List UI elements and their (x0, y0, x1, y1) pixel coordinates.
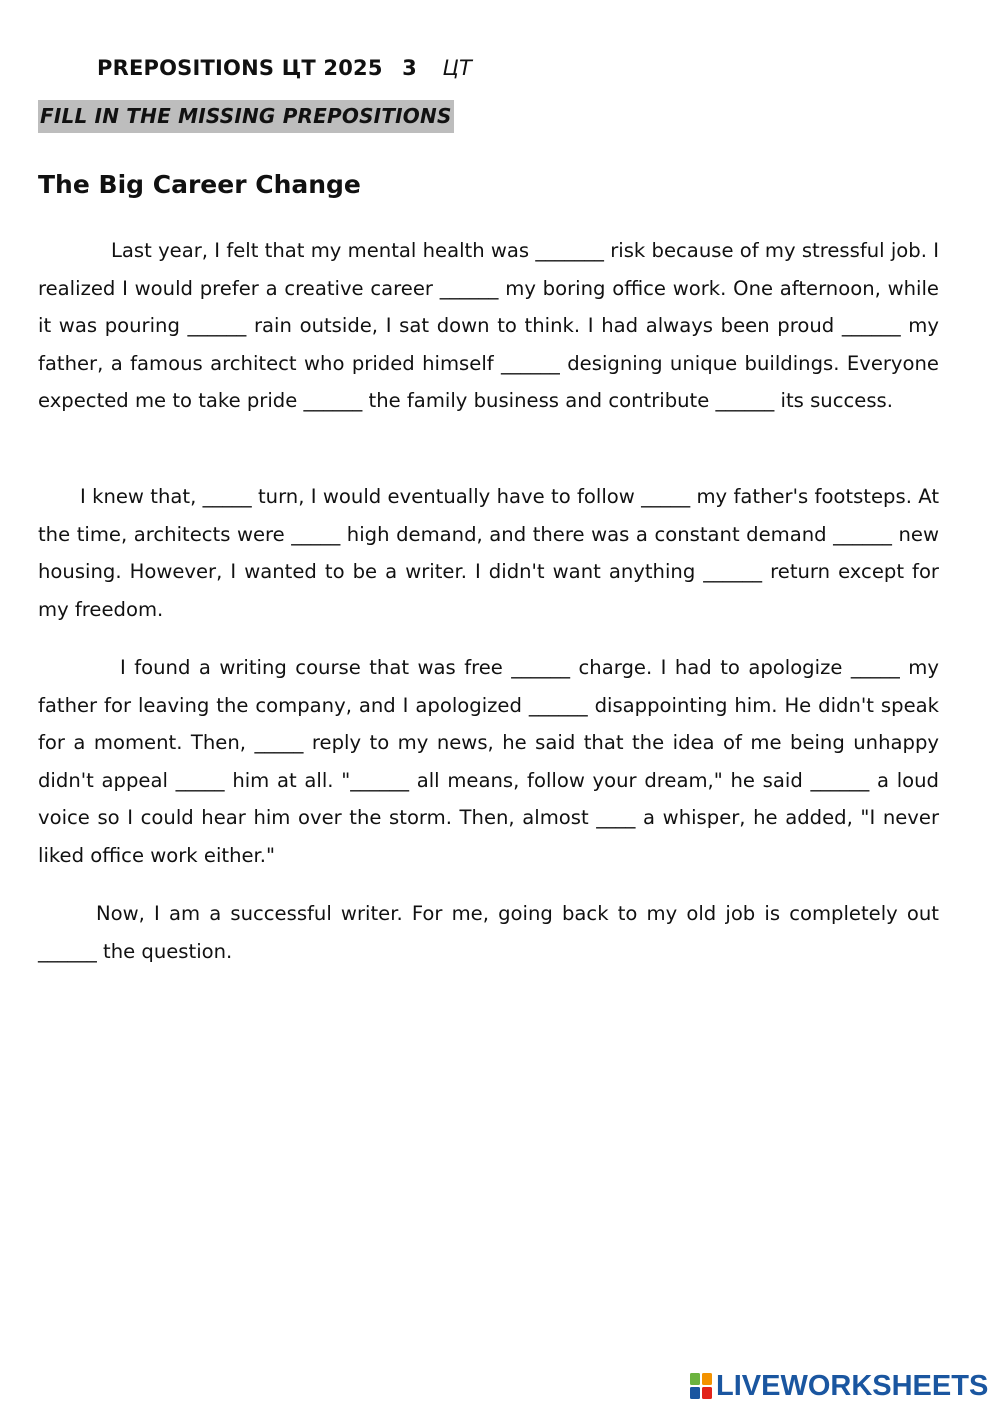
instruction-banner: FILL IN THE MISSING PREPOSITIONS (38, 100, 454, 133)
logo-text: LIVEWORKSHEETS (716, 1369, 989, 1402)
liveworksheets-logo[interactable] (690, 1370, 988, 1402)
story-title: The Big Career Change (38, 170, 361, 199)
story-paragraph: Last year, I felt that my mental health was _______ risk because of my stressful job. I realized I would prefer a creative career ______ my boring office work. One afternoon, while it was pouring ______ rain outside, I sat down to think. I had always been proud ______ my father, a famous architect who prided himself ______ designing unique buildings. Everyone expected me to take pride ______ the family business and contribute ______ its success. (38, 239, 946, 413)
header-label: ЦТ (442, 56, 473, 80)
header-number: 3 (402, 56, 417, 80)
liveworksheets-logo-icon (690, 1373, 712, 1399)
story-paragraph: I knew that, _____ turn, I would eventually have to follow _____ my father's footsteps. At the time, architects were _____ high demand, and there was a constant demand ______ new housing. However, I wanted to be a writer. I didn't want anything ______ return except for my freedom. (38, 485, 946, 621)
worksheet-header (97, 56, 472, 80)
story-paragraph: I found a writing course that was free ______ charge. I had to apologize _____ my father for leaving the company, and I apologized ______ disappointing him. He didn't speak for a moment. Then, _____ reply to my news, he said that the idea of me being unhappy didn't appeal _____ him at all. "______ all means, follow your dream," he said ______ a loud voice so I could hear him over the storm. Then, almost ____ a whisper, he added, "I never liked office work either." (38, 656, 946, 867)
header-title: PREPOSITIONS ЦТ 2025 (97, 56, 383, 80)
story-paragraph: Now, I am a successful writer. For me, going back to my old job is completely out ______ the question. (38, 902, 946, 963)
